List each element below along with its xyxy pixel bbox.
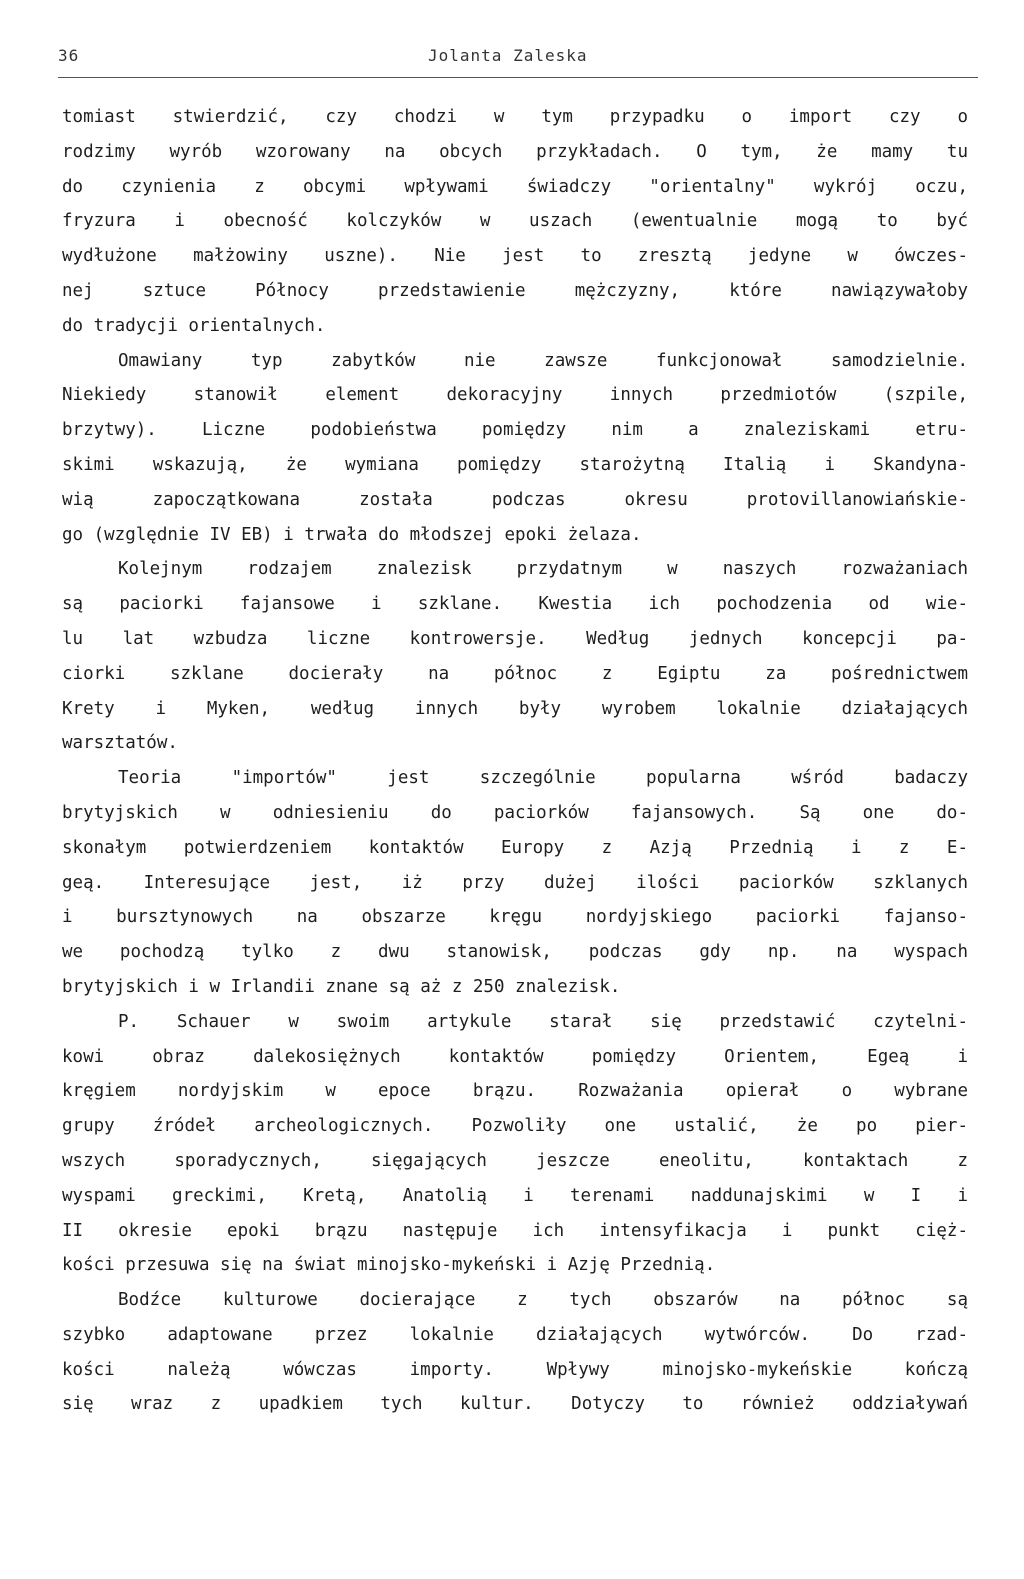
text-line: wyspami greckimi, Kretą, Anatolią i terenami naddunajskimi w I i	[62, 1185, 968, 1206]
text-line: kości należą wówczas importy. Wpływy minojsko-mykeńskie kończą	[62, 1359, 968, 1380]
text-line: kości przesuwa się na świat minojsko-mykeński i Azję Przednią.	[62, 1255, 716, 1276]
text-line: skonałym potwierdzeniem kontaktów Europy z Azją Przednią i z E-	[62, 837, 968, 858]
text-line: wydłużone małżowiny uszne). Nie jest to zresztą jedyne w ówczes-	[62, 246, 968, 267]
text-line: go (względnie IV EB) i trwała do młodszej epoki żelaza.	[62, 524, 642, 545]
text-line: fryzura i obecność kolczyków w uszach (ewentualnie mogą to być	[62, 211, 968, 232]
text-line: brzytwy). Liczne podobieństwa pomiędzy nim a znaleziskami etru-	[62, 420, 968, 441]
text-line: warsztatów.	[62, 733, 178, 754]
text-line: do czynienia z obcymi wpływami świadczy "orientalny" wykrój oczu,	[62, 176, 968, 197]
text-line: brytyjskich i w Irlandii znane są aż z 250 znalezisk.	[62, 976, 621, 997]
text-line: II okresie epoki brązu następuje ich intensyfikacja i punkt cięż-	[62, 1220, 968, 1241]
text-line: Kolejnym rodzajem znalezisk przydatnym w naszych rozważaniach	[118, 559, 968, 580]
running-head: Jolanta Zaleska	[428, 46, 588, 65]
text-line: ciorki szklane docierały na północ z Egiptu za pośrednictwem	[62, 663, 968, 684]
text-line: Bodźce kulturowe docierające z tych obszarów na północ są	[118, 1290, 968, 1311]
text-line: się wraz z upadkiem tych kultur. Dotyczy to również oddziaływań	[62, 1394, 968, 1415]
text-line: wią zapoczątkowana została podczas okresu protovillanowiańskie-	[62, 489, 968, 510]
text-line: są paciorki fajansowe i szklane. Kwestia ich pochodzenia od wie-	[62, 594, 968, 615]
text-line: kowi obraz dalekosiężnych kontaktów pomiędzy Orientem, Egeą i	[62, 1046, 968, 1067]
text-line: skimi wskazują, że wymiana pomiędzy starożytną Italią i Skandyna-	[62, 454, 968, 475]
text-line: rodzimy wyrób wzorowany na obcych przykładach. O tym, że mamy tu	[62, 141, 968, 162]
text-line: geą. Interesujące jest, iż przy dużej ilości paciorków szklanych	[62, 872, 968, 893]
page-number: 36	[58, 46, 80, 65]
header-rule	[58, 77, 978, 78]
text-line: tomiast stwierdzić, czy chodzi w tym przypadku o import czy o	[62, 107, 968, 127]
text-line: nej sztuce Północy przedstawienie mężczyzny, które nawiązywałoby	[62, 280, 968, 301]
text-line: do tradycji orientalnych.	[62, 315, 326, 336]
text-line: wszych sporadycznych, sięgających jeszcze eneolitu, kontaktach z	[62, 1150, 968, 1171]
text-line: P. Schauer w swoim artykule starał się przedstawić czytelni-	[118, 1011, 968, 1032]
body-text	[62, 100, 968, 1422]
text-line: i bursztynowych na obszarze kręgu nordyjskiego paciorki fajanso-	[62, 907, 968, 928]
text-line: szybko adaptowane przez lokalnie działających wytwórców. Do rzad-	[62, 1324, 968, 1345]
text-line: we pochodzą tylko z dwu stanowisk, podczas gdy np. na wyspach	[62, 942, 968, 963]
text-line: Omawiany typ zabytków nie zawsze funkcjonował samodzielnie.	[118, 350, 968, 371]
text-line: brytyjskich w odniesieniu do paciorków fajansowych. Są one do-	[62, 802, 968, 823]
text-line: grupy źródeł archeologicznych. Pozwoliły one ustalić, że po pier-	[62, 1116, 968, 1137]
text-line: Niekiedy stanowił element dekoracyjny innych przedmiotów (szpile,	[62, 385, 968, 406]
text-line: Teoria "importów" jest szczególnie popularna wśród badaczy	[118, 768, 968, 789]
text-line: lu lat wzbudza liczne kontrowersje. Według jednych koncepcji pa-	[62, 628, 968, 649]
text-line: Krety i Myken, według innych były wyrobem lokalnie działających	[62, 698, 968, 719]
text-line: kręgiem nordyjskim w epoce brązu. Rozważania opierał o wybrane	[62, 1081, 968, 1102]
